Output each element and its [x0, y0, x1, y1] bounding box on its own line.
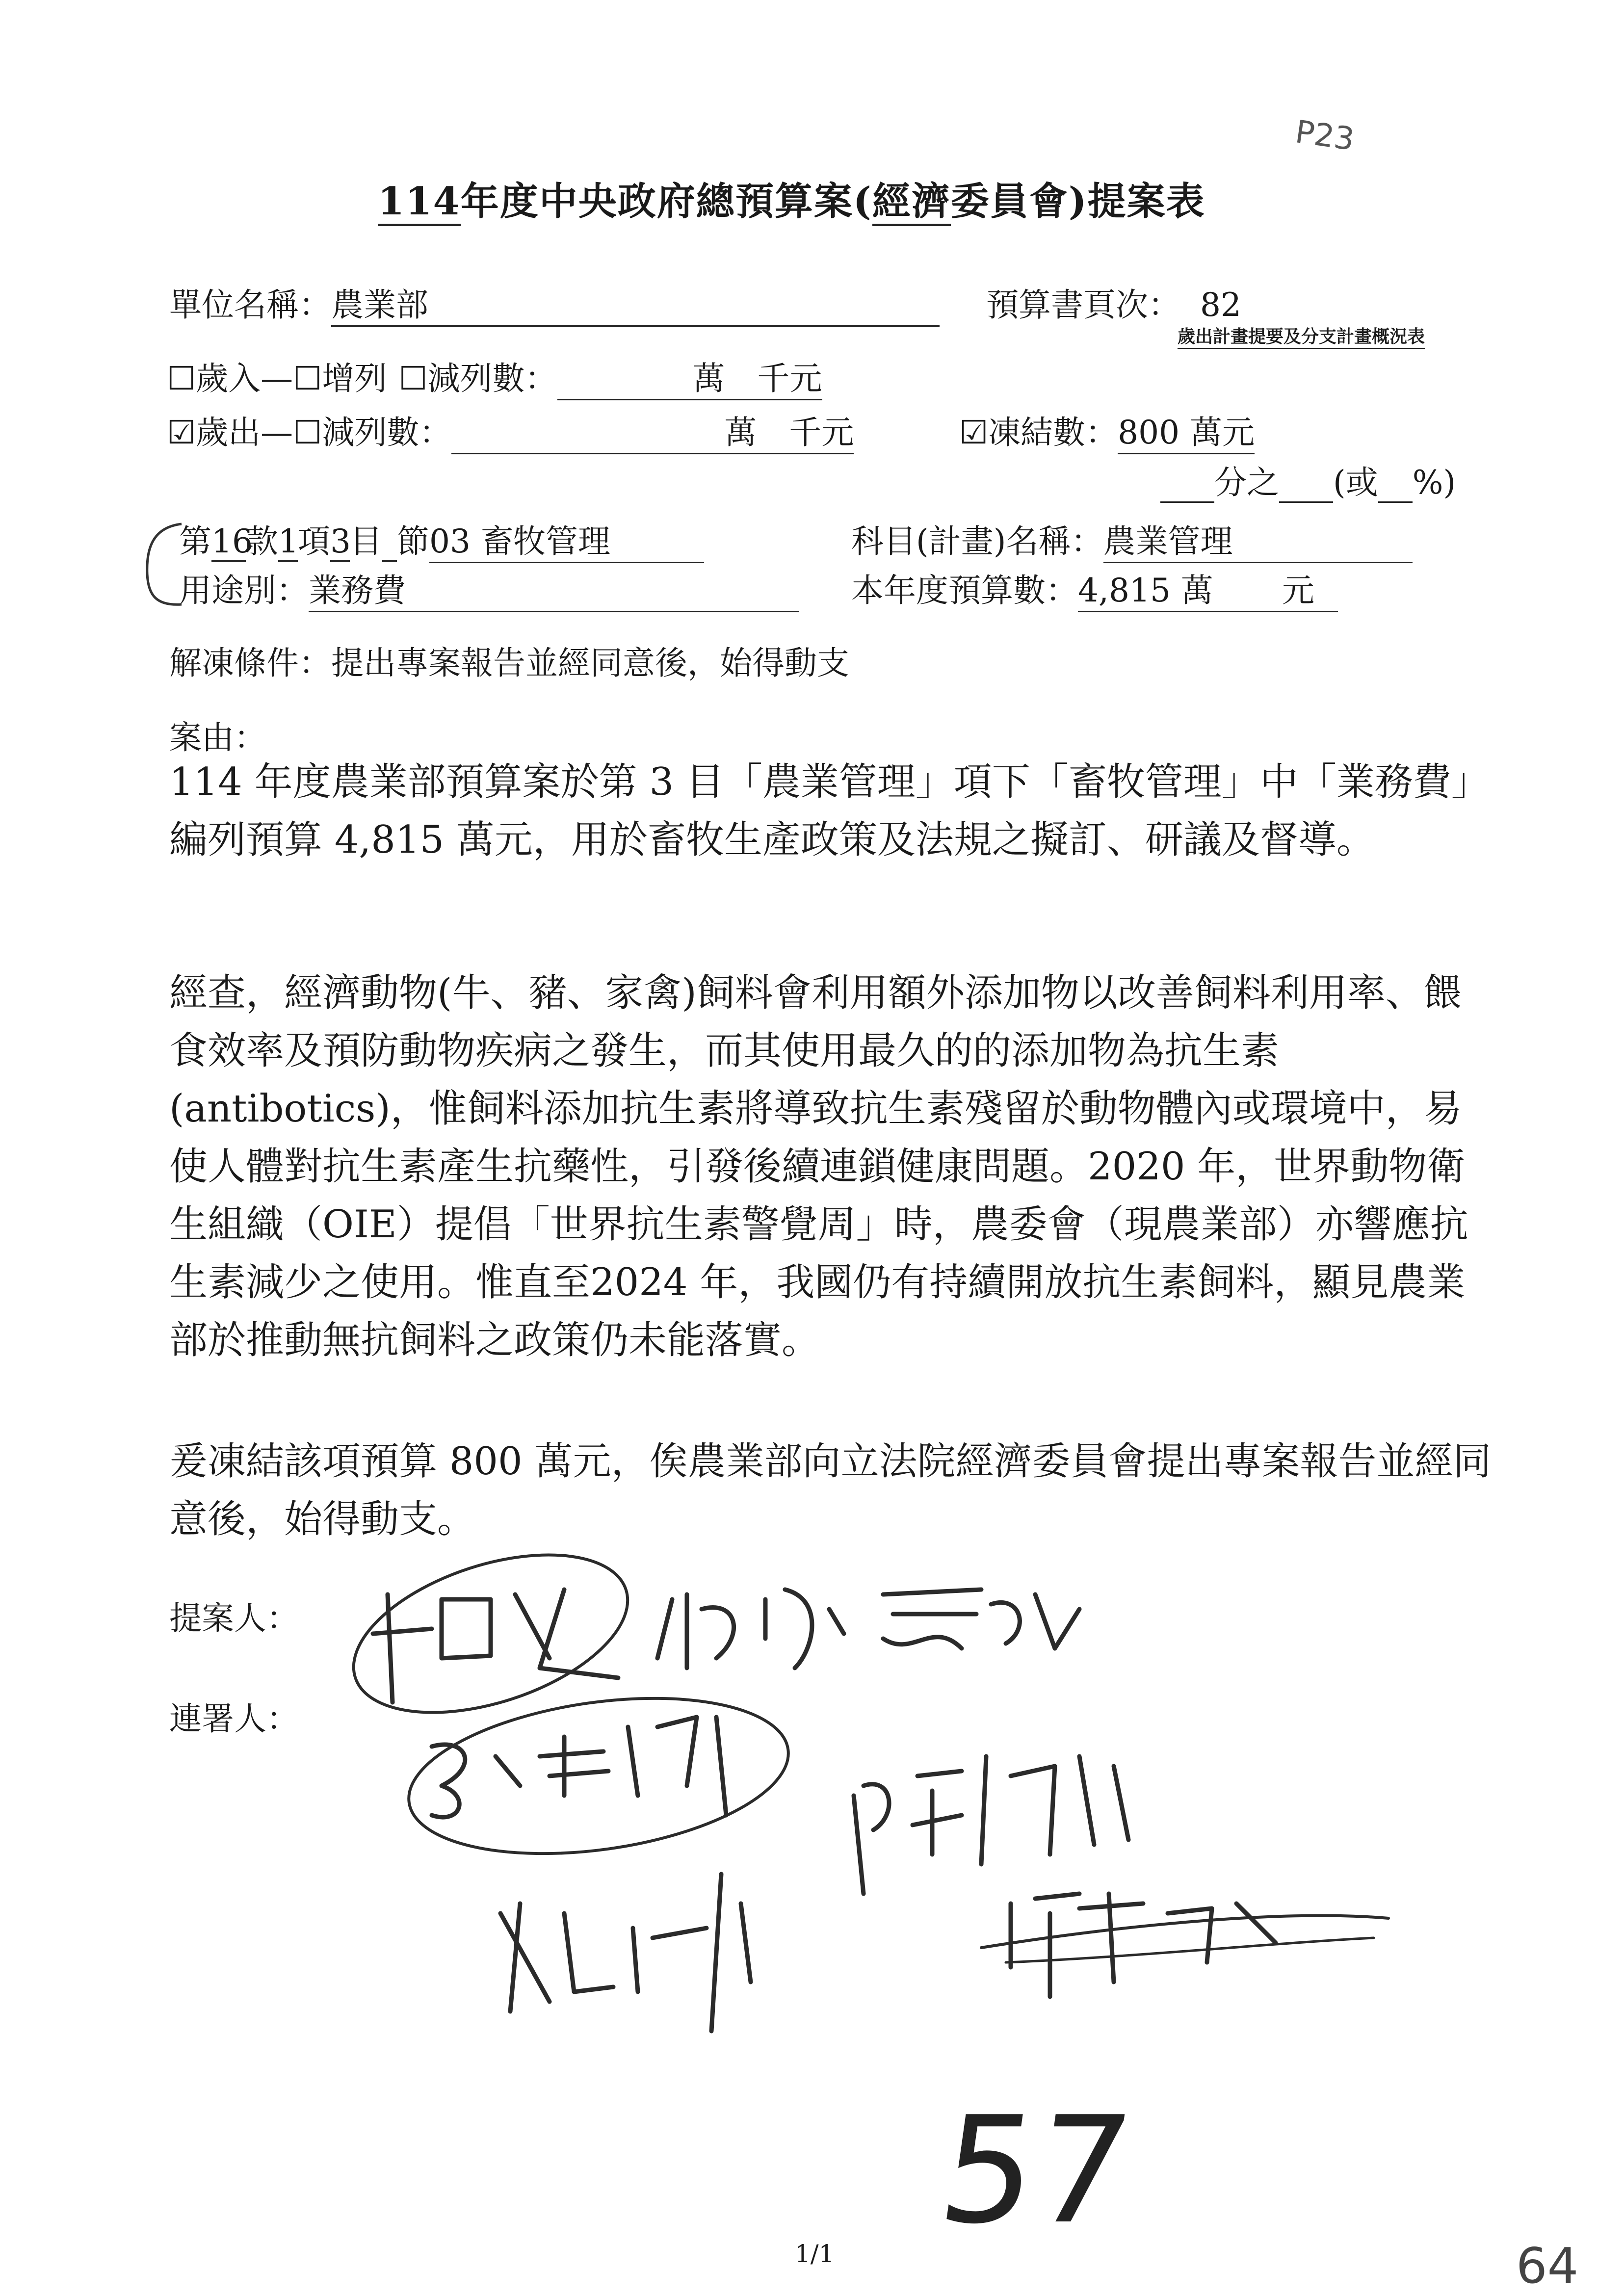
expenditure-label: 歲出—	[196, 414, 293, 451]
freeze-label: 凍結數：	[988, 414, 1118, 451]
jie-label: 節	[397, 522, 429, 560]
increase-checkbox[interactable]: ☐	[293, 360, 322, 397]
page-footer: 1/1	[795, 2240, 835, 2268]
jie-value: 03 畜牧管理	[429, 515, 704, 563]
page-mark-top: P23	[1293, 114, 1357, 158]
subject-row	[851, 515, 1413, 563]
subject-value: 農業管理	[1103, 515, 1413, 563]
title-committee-a: 經濟	[872, 179, 951, 226]
fraction-label: 分之	[1214, 464, 1279, 501]
annual-budget-unit: 元	[1282, 572, 1314, 609]
title-text-a: 年度中央政府總預算案(	[460, 179, 872, 224]
expenditure-reduce-label: 減列數：	[322, 414, 452, 451]
title-year: 114	[378, 179, 461, 226]
reason-paragraph-1	[169, 753, 1494, 869]
unit-label: 單位名稱：	[169, 286, 331, 324]
unfreeze-row	[169, 637, 849, 683]
budget-page-value: 82	[1200, 286, 1241, 324]
usage-row	[179, 564, 799, 612]
page-title	[378, 171, 1205, 226]
unfreeze-value: 提出專案報告並經同意後，始得動支	[331, 644, 849, 682]
freeze-value: 800 萬元	[1118, 406, 1255, 454]
subject-label: 科目(計畫)名稱：	[851, 522, 1103, 560]
title-committee-b: 委員會	[950, 179, 1069, 224]
xiang-value: 1	[278, 522, 298, 562]
expenditure-reduce-checkbox[interactable]: ☐	[293, 414, 322, 451]
or-open: (或	[1333, 464, 1378, 501]
annual-budget-value-wrap	[1078, 564, 1338, 612]
item-prefix: 第	[179, 522, 211, 560]
cosigner-signature-1	[399, 1676, 798, 1876]
budget-page-label: 預算書頁次：	[986, 286, 1180, 324]
unit-value: 農業部	[331, 279, 940, 327]
reduce-label: 減列數：	[427, 360, 557, 397]
expenditure-checkbox[interactable]: ☑	[167, 414, 196, 451]
paragraph-3-text: 爰凍結該項預算 800 萬元，俟農業部向立法院經濟委員會提出專案報告並經同意後，始得動支。	[169, 1439, 1492, 1541]
annual-budget-label: 本年度預算數：	[851, 572, 1078, 609]
revenue-units: 萬 千元	[692, 360, 822, 397]
fraction-blank-2[interactable]	[1279, 464, 1333, 503]
xiang-label: 項	[298, 522, 330, 560]
percent-close: %)	[1412, 464, 1456, 501]
mu-label: 目	[350, 522, 382, 560]
increase-label: 增列	[322, 360, 387, 397]
budget-page-row	[986, 279, 1241, 325]
proposer-signature-2	[657, 1590, 844, 1668]
handwritten-number: 57	[930, 2085, 1142, 2256]
revenue-checkbox[interactable]: ☐	[167, 360, 196, 397]
fraction-blank-1[interactable]	[1160, 464, 1214, 503]
percent-blank[interactable]	[1378, 464, 1413, 503]
paragraph-2-text: 經查，經濟動物(牛、豬、家禽)飼料會利用額外添加物以改善飼料利用率、餵食效率及預防動物疾病之發生，而其使用最久的的添加物為抗生素(antibotics)，惟飼料添加抗生素將導致抗生素殘留於動物體內或環境中，易使人體對抗生素產生抗藥性，引發後續連鎖健康問題。2020 年，世界動物衛生組織（OIE）提倡「世界抗生素警覺周」時，農委會（現農業部）亦響應抗生素減少之使用。惟直至2024 年，我國仍有持續開放抗生素飼料，顯見農業部於推動無抗飼料之政策仍未能落實。	[169, 971, 1468, 1362]
annual-budget-row	[851, 564, 1338, 612]
expenditure-amount-blank[interactable]	[451, 406, 854, 454]
annual-budget-value: 4,815 萬	[1078, 572, 1213, 609]
proposer-signature-1	[334, 1524, 647, 1743]
revenue-row	[167, 352, 822, 400]
page-mark-bottom: 64	[1516, 2237, 1579, 2295]
reason-label: 案由：	[169, 719, 266, 757]
cosigner-signature-4	[981, 1894, 1388, 1997]
freeze-checkbox[interactable]: ☑	[959, 414, 989, 451]
usage-value: 業務費	[309, 564, 799, 612]
fraction-row	[1160, 456, 1456, 503]
reduce-checkbox[interactable]: ☐	[398, 360, 428, 397]
reason-paragraph-3	[169, 1433, 1494, 1548]
title-text-b: )提案表	[1068, 179, 1205, 224]
mu-value: 3	[330, 522, 350, 562]
unfreeze-label: 解凍條件：	[169, 644, 331, 682]
jie-blank[interactable]	[382, 522, 397, 562]
paragraph-1-text: 114 年度農業部預算案於第 3 目「農業管理」項下「畜牧管理」中「業務費」編列預算 4,815 萬元，用於畜牧生產政策及法規之擬訂、研議及督導。	[169, 760, 1490, 862]
expenditure-row	[167, 406, 854, 454]
proposer-label: 提案人：	[169, 1599, 299, 1637]
cosigner-label: 連署人：	[169, 1700, 299, 1738]
item-row	[179, 515, 704, 563]
unit-row	[169, 279, 940, 327]
freeze-row	[959, 406, 1255, 454]
revenue-label: 歲入—	[196, 360, 293, 397]
expenditure-units: 萬 千元	[724, 414, 854, 451]
kuan-value: 16	[211, 522, 246, 562]
cosigner-signature-3	[500, 1874, 751, 2031]
revenue-amount-blank[interactable]	[557, 352, 822, 400]
cosigner-signature-2	[854, 1756, 1128, 1894]
usage-label: 用途別：	[179, 572, 309, 609]
kuan-label: 款	[246, 522, 278, 560]
reason-paragraph-2	[169, 964, 1494, 1369]
proposer-signature-3	[883, 1590, 1079, 1648]
budget-page-note: 歲出計畫提要及分支計畫概況表	[1178, 323, 1425, 349]
